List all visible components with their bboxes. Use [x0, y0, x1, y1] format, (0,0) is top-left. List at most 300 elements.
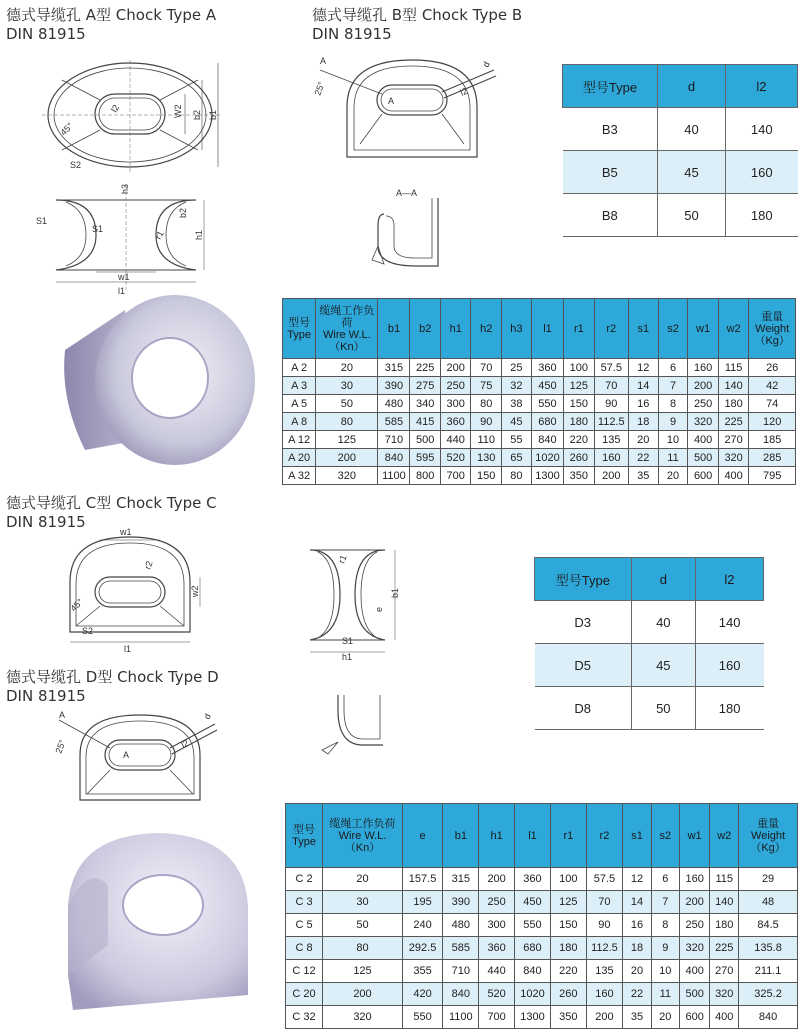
table-cell: 50 [323, 914, 403, 937]
table-cell: 14 [628, 377, 658, 395]
table-cell: 225 [718, 413, 749, 431]
type-a-side-drawing [36, 180, 221, 300]
table-cell: 1100 [443, 1006, 479, 1029]
table-cell: 250 [679, 914, 709, 937]
table-cell: 700 [479, 1006, 514, 1029]
table-cell: 150 [551, 914, 586, 937]
table-cell: D8 [535, 687, 632, 730]
table-cell: 30 [316, 377, 378, 395]
section-c-standard: DIN 81915 [6, 513, 86, 531]
table-cell: 74 [749, 395, 796, 413]
svg-text:w1: w1 [120, 527, 132, 537]
table-cell: 550 [514, 914, 550, 937]
table-cell: D3 [535, 601, 632, 644]
table-cell: 160 [594, 449, 628, 467]
table-cell: 125 [316, 431, 378, 449]
table-cell: 320 [718, 449, 749, 467]
table-row [563, 194, 798, 237]
table-header-cell: 缆绳工作负荷 Wire W.L. （Kn） [316, 299, 378, 359]
table-cell: 360 [514, 868, 550, 891]
table-cell: 70 [471, 359, 502, 377]
table-cell: 320 [323, 1006, 403, 1029]
table-cell: 20 [628, 431, 658, 449]
table-cell: 200 [586, 1006, 623, 1029]
type-b-section-label: A—A [396, 188, 418, 198]
table-row [283, 395, 796, 413]
table-cell: 157.5 [402, 868, 442, 891]
table-cell: 140 [710, 891, 739, 914]
table-header-cell: w1 [688, 299, 719, 359]
table-cell: 270 [718, 431, 749, 449]
table-cell: 7 [651, 891, 679, 914]
table-cell: 140 [725, 108, 797, 151]
table-cell: A 3 [283, 377, 316, 395]
table-cell: 1020 [531, 449, 563, 467]
table-header-cell: r2 [594, 299, 628, 359]
section-c-heading: 德式导缆孔 C型 Chock Type C [6, 494, 217, 512]
table-cell: A 5 [283, 395, 316, 413]
table-cell: 680 [514, 937, 550, 960]
table-row [283, 431, 796, 449]
type-d-header-l2: l2 [695, 558, 763, 601]
table-header-cell: s1 [623, 804, 651, 868]
table-cell: 110 [471, 431, 502, 449]
section-a-standard: DIN 81915 [6, 25, 86, 43]
table-cell: 112.5 [586, 937, 623, 960]
table-cell: 600 [679, 1006, 709, 1029]
table-cell: 840 [739, 1006, 798, 1029]
table-cell: 135 [586, 960, 623, 983]
table-row [286, 891, 798, 914]
table-header-cell: s2 [658, 299, 688, 359]
table-header-cell: 型号 Type [286, 804, 323, 868]
table-cell: 500 [679, 983, 709, 1006]
svg-text:25°: 25° [53, 738, 68, 755]
table-cell: D5 [535, 644, 632, 687]
table-cell: 320 [688, 413, 719, 431]
table-cell: 35 [628, 467, 658, 485]
table-cell: 11 [651, 983, 679, 1006]
section-a-heading: 德式导缆孔 A型 Chock Type A [6, 6, 217, 24]
table-cell: C 3 [286, 891, 323, 914]
table-cell: 100 [551, 868, 586, 891]
table-cell: 29 [739, 868, 798, 891]
table-cell: 400 [679, 960, 709, 983]
table-cell: 200 [440, 359, 471, 377]
svg-text:e: e [374, 606, 384, 612]
table-cell: 220 [551, 960, 586, 983]
table-cell: C 2 [286, 868, 323, 891]
table-cell: 390 [443, 891, 479, 914]
type-c-top-drawing [60, 522, 210, 652]
svg-text:S1: S1 [342, 636, 354, 646]
svg-text:45°: 45° [68, 596, 86, 614]
svg-text:w2: w2 [190, 585, 200, 597]
table-cell: 680 [531, 413, 563, 431]
table-cell: 16 [623, 914, 651, 937]
type-a-top-drawing [40, 60, 230, 180]
section-d-title [6, 668, 219, 706]
table-cell: 360 [531, 359, 563, 377]
type-b-top-drawing [312, 52, 502, 162]
table-cell: 135 [594, 431, 628, 449]
table-cell: 200 [323, 983, 403, 1006]
table-cell: C 8 [286, 937, 323, 960]
table-cell: 550 [402, 1006, 442, 1029]
table-cell: 40 [631, 601, 695, 644]
table-cell: 300 [440, 395, 471, 413]
table-cell: 125 [564, 377, 595, 395]
type-c-side-drawing [300, 540, 410, 662]
table-cell: 200 [479, 868, 514, 891]
table-cell: 420 [402, 983, 442, 1006]
table-cell: 45 [501, 413, 531, 431]
table-cell: 350 [564, 467, 595, 485]
table-row [563, 151, 798, 194]
svg-text:r1: r1 [336, 553, 349, 565]
table-cell: 1020 [514, 983, 550, 1006]
table-cell: 160 [695, 644, 763, 687]
svg-text:l2: l2 [179, 737, 191, 750]
table-header-cell: r2 [586, 804, 623, 868]
type-a-table [282, 298, 796, 485]
table-cell: 8 [658, 395, 688, 413]
table-row [286, 937, 798, 960]
table-cell: 325.2 [739, 983, 798, 1006]
table-header-cell: r1 [564, 299, 595, 359]
table-cell: 84.5 [739, 914, 798, 937]
table-cell: 400 [718, 467, 749, 485]
table-header-cell: l1 [531, 299, 563, 359]
svg-text:w1: w1 [118, 272, 130, 282]
table-row [286, 1006, 798, 1029]
table-cell: 140 [718, 377, 749, 395]
table-cell: A 20 [283, 449, 316, 467]
table-cell: 150 [471, 467, 502, 485]
table-cell: 45 [631, 644, 695, 687]
table-cell: 270 [710, 960, 739, 983]
table-cell: 195 [402, 891, 442, 914]
table-cell: 26 [749, 359, 796, 377]
table-cell: 30 [323, 891, 403, 914]
table-cell: 125 [551, 891, 586, 914]
table-cell: 6 [658, 359, 688, 377]
table-cell: 180 [695, 687, 763, 730]
table-cell: 180 [718, 395, 749, 413]
table-cell: 125 [323, 960, 403, 983]
table-row [283, 467, 796, 485]
table-cell: 57.5 [594, 359, 628, 377]
table-row [286, 868, 798, 891]
table-cell: 180 [564, 413, 595, 431]
type-d-table [534, 557, 764, 730]
table-header-cell: r1 [551, 804, 586, 868]
table-cell: B8 [563, 194, 658, 237]
table-cell: 8 [651, 914, 679, 937]
svg-text:h1: h1 [194, 229, 204, 240]
table-cell: 595 [410, 449, 441, 467]
type-b-header-d: d [658, 65, 726, 108]
svg-text:S2: S2 [70, 160, 82, 170]
table-cell: 80 [323, 937, 403, 960]
table-cell: 180 [710, 914, 739, 937]
section-b-standard: DIN 81915 [312, 25, 392, 43]
table-cell: 112.5 [594, 413, 628, 431]
svg-text:l1: l1 [124, 644, 132, 654]
table-header-cell: 型号 Type [283, 299, 316, 359]
table-cell: B5 [563, 151, 658, 194]
table-cell: 22 [623, 983, 651, 1006]
table-cell: B3 [563, 108, 658, 151]
table-header-cell: l1 [514, 804, 550, 868]
table-cell: 20 [623, 960, 651, 983]
table-cell: 260 [551, 983, 586, 1006]
svg-text:A: A [388, 96, 395, 106]
table-cell: 200 [688, 377, 719, 395]
table-cell: 20 [651, 1006, 679, 1029]
table-cell: 80 [471, 395, 502, 413]
table-cell: 32 [501, 377, 531, 395]
table-cell: 180 [551, 937, 586, 960]
svg-text:d: d [201, 712, 213, 721]
table-cell: 11 [658, 449, 688, 467]
table-cell: 115 [710, 868, 739, 891]
table-cell: 315 [378, 359, 410, 377]
table-cell: 57.5 [586, 868, 623, 891]
table-row [283, 413, 796, 431]
table-cell: 9 [658, 413, 688, 431]
table-row [286, 914, 798, 937]
table-cell: 500 [688, 449, 719, 467]
table-cell: 840 [514, 960, 550, 983]
table-cell: 840 [378, 449, 410, 467]
table-cell: 50 [316, 395, 378, 413]
table-cell: A 2 [283, 359, 316, 377]
table-header-cell: w1 [679, 804, 709, 868]
table-cell: 550 [531, 395, 563, 413]
table-cell: 80 [501, 467, 531, 485]
table-cell: 160 [688, 359, 719, 377]
table-cell: 400 [688, 431, 719, 449]
table-cell: 115 [718, 359, 749, 377]
table-cell: 292.5 [402, 937, 442, 960]
table-cell: 360 [479, 937, 514, 960]
table-cell: 160 [679, 868, 709, 891]
table-cell: 520 [440, 449, 471, 467]
table-cell: 840 [531, 431, 563, 449]
table-cell: 135.8 [739, 937, 798, 960]
svg-text:d: d [480, 60, 492, 69]
table-cell: 250 [479, 891, 514, 914]
table-cell: 75 [471, 377, 502, 395]
svg-text:S2: S2 [82, 626, 94, 636]
table-cell: A 8 [283, 413, 316, 431]
table-cell: 480 [378, 395, 410, 413]
table-cell: 7 [658, 377, 688, 395]
type-b-table [562, 64, 798, 237]
type-b-header-l2: l2 [725, 65, 797, 108]
table-cell: 360 [440, 413, 471, 431]
table-cell: 320 [710, 983, 739, 1006]
table-cell: 840 [443, 983, 479, 1006]
type-d-top-drawing [55, 710, 225, 810]
type-b-section-drawing [370, 186, 450, 276]
svg-text:l2: l2 [458, 85, 470, 98]
table-header-cell: b1 [378, 299, 410, 359]
svg-text:S1: S1 [92, 224, 104, 234]
table-cell: 16 [628, 395, 658, 413]
table-header-cell: s2 [651, 804, 679, 868]
table-cell: 70 [586, 891, 623, 914]
table-cell: 795 [749, 467, 796, 485]
table-cell: 300 [479, 914, 514, 937]
table-cell: 355 [402, 960, 442, 983]
table-cell: 450 [514, 891, 550, 914]
table-header-cell: h2 [471, 299, 502, 359]
table-cell: 140 [695, 601, 763, 644]
table-cell: 20 [316, 359, 378, 377]
table-cell: 440 [440, 431, 471, 449]
table-header-cell: 缆绳工作负荷 Wire W.L. （Kn） [323, 804, 403, 868]
table-header-cell: b1 [443, 804, 479, 868]
table-header-cell: 重量 Weight （Kg） [739, 804, 798, 868]
table-cell: 22 [628, 449, 658, 467]
table-row [535, 601, 764, 644]
svg-text:h3: h3 [120, 183, 130, 194]
table-row [286, 983, 798, 1006]
table-cell: 6 [651, 868, 679, 891]
svg-text:S1: S1 [36, 216, 48, 226]
svg-text:A: A [123, 750, 130, 760]
table-cell: C 20 [286, 983, 323, 1006]
table-cell: 35 [623, 1006, 651, 1029]
table-row [286, 960, 798, 983]
table-cell: 585 [443, 937, 479, 960]
table-cell: 12 [623, 868, 651, 891]
table-cell: 65 [501, 449, 531, 467]
table-header-cell: h3 [501, 299, 531, 359]
svg-text:A: A [59, 710, 66, 720]
table-cell: 48 [739, 891, 798, 914]
table-row [283, 359, 796, 377]
section-d-heading: 德式导缆孔 D型 Chock Type D [6, 668, 219, 686]
table-cell: 1300 [531, 467, 563, 485]
table-cell: C 32 [286, 1006, 323, 1029]
table-cell: 150 [564, 395, 595, 413]
table-cell: 50 [631, 687, 695, 730]
table-cell: 18 [623, 937, 651, 960]
table-cell: 320 [679, 937, 709, 960]
table-cell: 220 [564, 431, 595, 449]
table-cell: 320 [316, 467, 378, 485]
section-d-standard: DIN 81915 [6, 687, 86, 705]
table-cell: 9 [651, 937, 679, 960]
table-cell: 100 [564, 359, 595, 377]
svg-text:45°: 45° [58, 120, 76, 138]
table-header-cell: w2 [710, 804, 739, 868]
table-cell: 38 [501, 395, 531, 413]
table-cell: 520 [479, 983, 514, 1006]
table-cell: 585 [378, 413, 410, 431]
table-cell: 200 [316, 449, 378, 467]
table-cell: 180 [725, 194, 797, 237]
table-cell: 10 [651, 960, 679, 983]
table-cell: 90 [594, 395, 628, 413]
table-cell: 1300 [514, 1006, 550, 1029]
svg-text:W2: W2 [173, 104, 183, 118]
table-cell: 90 [586, 914, 623, 937]
table-cell: 250 [440, 377, 471, 395]
table-cell: 710 [443, 960, 479, 983]
type-a-photo [45, 290, 255, 469]
svg-text:b1: b1 [390, 587, 400, 598]
table-cell: C 12 [286, 960, 323, 983]
table-cell: 285 [749, 449, 796, 467]
type-c-table [285, 803, 798, 1029]
table-cell: 14 [623, 891, 651, 914]
table-cell: 80 [316, 413, 378, 431]
table-cell: 600 [688, 467, 719, 485]
table-cell: 160 [586, 983, 623, 1006]
table-row [283, 377, 796, 395]
table-cell: 390 [378, 377, 410, 395]
table-cell: 12 [628, 359, 658, 377]
type-c-section-drawing [318, 690, 388, 760]
svg-text:l1: l1 [118, 286, 126, 296]
table-cell: 50 [658, 194, 726, 237]
svg-text:A: A [320, 56, 327, 66]
table-cell: 130 [471, 449, 502, 467]
table-header-cell: b2 [410, 299, 441, 359]
table-cell: A 12 [283, 431, 316, 449]
table-cell: 315 [443, 868, 479, 891]
table-cell: 800 [410, 467, 441, 485]
table-cell: 40 [658, 108, 726, 151]
table-cell: 225 [410, 359, 441, 377]
table-cell: 42 [749, 377, 796, 395]
table-cell: 480 [443, 914, 479, 937]
table-cell: 710 [378, 431, 410, 449]
table-cell: 500 [410, 431, 441, 449]
table-cell: 18 [628, 413, 658, 431]
section-a-title [6, 6, 216, 44]
svg-text:b2: b2 [192, 109, 202, 120]
type-b-header-type: 型号Type [563, 65, 658, 108]
table-cell: C 5 [286, 914, 323, 937]
table-row [283, 449, 796, 467]
table-header-cell: 重量 Weight （Kg） [749, 299, 796, 359]
table-cell: A 32 [283, 467, 316, 485]
type-d-header-type: 型号Type [535, 558, 632, 601]
table-cell: 10 [658, 431, 688, 449]
svg-text:25°: 25° [312, 80, 327, 97]
table-cell: 70 [594, 377, 628, 395]
table-cell: 200 [679, 891, 709, 914]
table-cell: 440 [479, 960, 514, 983]
table-cell: 160 [725, 151, 797, 194]
table-header-cell: h1 [440, 299, 471, 359]
table-cell: 20 [323, 868, 403, 891]
table-cell: 45 [658, 151, 726, 194]
table-cell: 120 [749, 413, 796, 431]
table-header-cell: e [402, 804, 442, 868]
svg-text:l2: l2 [109, 102, 122, 114]
svg-text:r2: r2 [142, 559, 155, 571]
table-cell: 90 [471, 413, 502, 431]
table-header-cell: w2 [718, 299, 749, 359]
table-row [563, 108, 798, 151]
table-cell: 260 [564, 449, 595, 467]
